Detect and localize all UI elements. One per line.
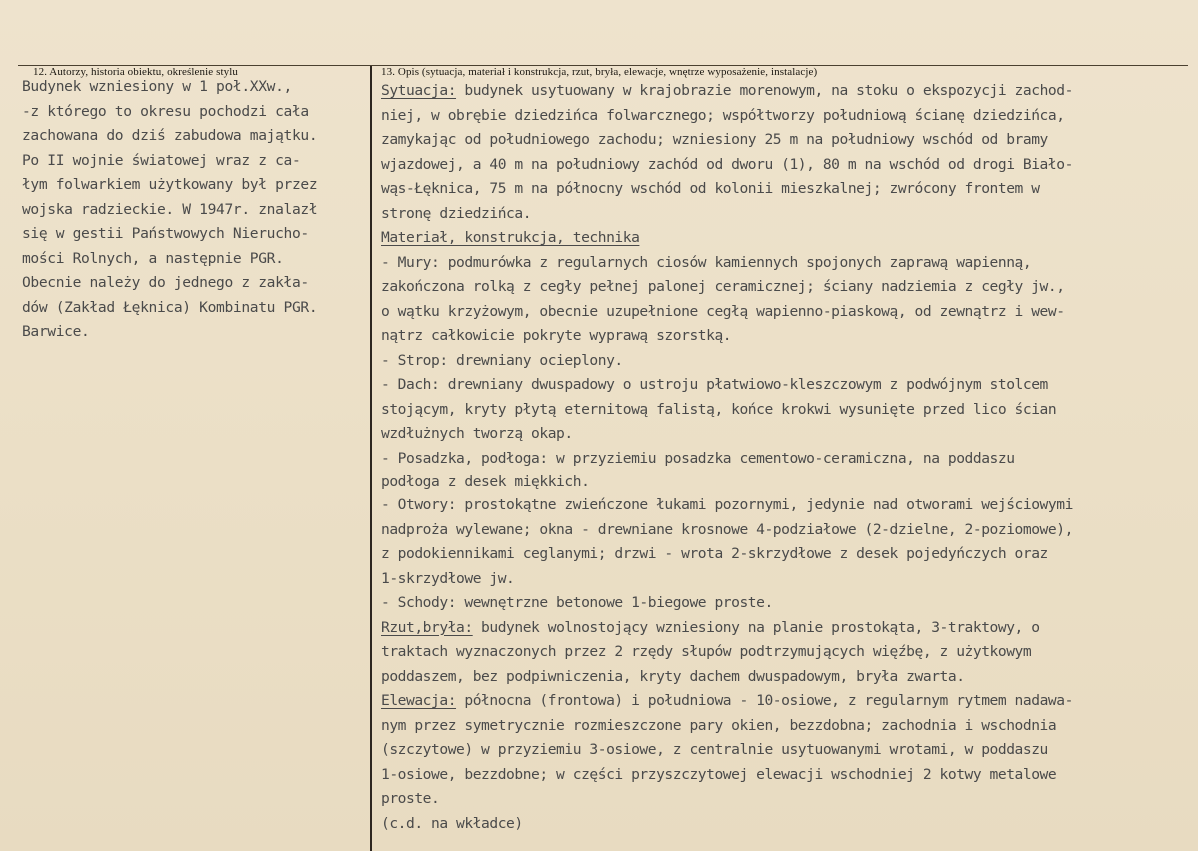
description-text: stronę dziedzińca. — [381, 204, 532, 222]
description-line — [381, 640, 1073, 665]
description-line — [381, 373, 1073, 398]
description-text: - Otwory: prostokątne zwieńczone łukami pozornymi, jedynie nad otworami wejściowymi — [381, 496, 1073, 513]
description-text: - Schody: wewnętrzne betonowe 1-biegowe proste. — [381, 594, 773, 611]
history-line: mości Rolnych, a następnie PGR. — [22, 249, 284, 267]
description-text: (szczytowe) w przyziemiu 3-osiowe, z centralnie usytuowanymi wrotami, w poddaszu — [381, 741, 1048, 758]
history-line: dów (Zakład Łęknica) Kombinatu PGR. — [22, 298, 318, 316]
description-line — [381, 738, 1073, 763]
description-line — [381, 616, 1073, 641]
description-text: północna (frontowa) i południowa - 10-osiowe, z regularnym rytmem nadawa- — [456, 692, 1073, 709]
description-text: 1-osiowe, bezzdobne; w części przyszczytowej elewacji wschodniej 2 kotwy metalowe — [381, 765, 1057, 783]
description-text: wzdłużnych tworzą okap. — [381, 425, 573, 442]
description-text: traktach wyznaczonych przez 2 rzędy słupów podtrzymujących więźbę, z użytkowym — [381, 643, 1032, 660]
description-line — [381, 324, 1073, 349]
description-line — [381, 787, 1073, 812]
description-line — [381, 349, 1073, 374]
description-text: o wątku krzyżowym, obecnie uzupełnione cegłą wapienno-piaskową, od zewnątrz i wew- — [381, 302, 1065, 320]
description-text: podłoga z desek miękkich. — [381, 473, 590, 490]
description-line — [381, 518, 1073, 543]
history-line: -z którego to okresu pochodzi cała — [22, 102, 309, 120]
description-line — [381, 128, 1073, 153]
description-text: zakończona rolką z cegły pełnej palonej ceramicznej; ściany nadziemia z cegły jw., — [381, 278, 1065, 295]
description-text: - Strop: drewniany ocieplony. — [381, 351, 623, 369]
description-text: zamykając od południowego zachodu; wzniesiony 25 m na południowy wschód od bramy — [381, 131, 1048, 148]
subsection-heading: Materiał, konstrukcja, technika — [381, 229, 640, 246]
description-line — [381, 226, 1073, 251]
section-13-body — [381, 79, 1073, 836]
description-text: niej, w obrębie dziedzińca folwarcznego; współtworzy południową ścianę dziedzińca, — [381, 106, 1065, 124]
description-text: - Dach: drewniany dwuspadowy o ustroju płatwiowo-kleszczowym z podwójnym stolcem — [381, 376, 1048, 393]
column-divider — [370, 66, 372, 851]
section-12-body — [22, 75, 317, 345]
subsection-heading: Elewacja: — [381, 692, 457, 709]
description-text: nadproża wylewane; okna - drewniane krosnowe 4-podziałowe (2-dzielne, 2-poziomowe), — [381, 520, 1073, 538]
description-line — [381, 177, 1073, 202]
history-line: łym folwarkiem użytkowany był przez — [22, 176, 318, 193]
description-text: stojącym, kryty płytą eternitową falistą, końce krokwi wysunięte przed lico ścian — [381, 400, 1057, 418]
description-line — [381, 300, 1073, 325]
description-text: poddaszem, bez podpiwniczenia, kryty dachem dwuspadowym, bryła zwarta. — [381, 667, 965, 685]
description-text: nątrz całkowicie pokryte wyprawą szorstką. — [381, 327, 732, 344]
description-text: 1-skrzydłowe jw. — [381, 569, 515, 587]
description-line — [381, 447, 1073, 472]
description-line — [381, 422, 1073, 447]
history-line: się w gestii Państwowych Nierucho- — [22, 225, 309, 242]
description-line — [381, 104, 1073, 129]
history-line: Barwice. — [22, 323, 90, 340]
description-line — [381, 398, 1073, 423]
subsection-heading: Sytuacja: — [381, 82, 457, 99]
history-line: wojska radzieckie. W 1947r. znalazł — [22, 200, 318, 218]
description-line — [381, 275, 1073, 300]
description-text: - Posadzka, podłoga: w przyziemiu posadzka cementowo-ceramiczna, na poddaszu — [381, 449, 1015, 467]
description-text: budynek usytuowany w krajobrazie morenowym, na stoku o ekspozycji zachod- — [456, 82, 1073, 99]
description-line — [381, 567, 1073, 592]
history-line: Obecnie należy do jednego z zakła- — [22, 274, 309, 291]
description-text: - Mury: podmurówka z regularnych ciosów kamiennych spojonych zaprawą wapienną, — [381, 253, 1032, 271]
description-line — [381, 665, 1073, 690]
description-line — [381, 689, 1073, 714]
section-13-header: 13. Opis (sytuacja, materiał i konstrukcja, rzut, bryła, elewacje, wnętrze wyposażenie, instalacje) — [381, 66, 818, 78]
description-line — [381, 493, 1073, 518]
description-text: (c.d. na wkładce) — [381, 814, 523, 832]
description-text: nym przez symetrycznie rozmieszczone pary okien, bezzdobna; zachodnia i wschodnia — [381, 716, 1057, 734]
description-text: wjazdowej, a 40 m na południowy zachód od dworu (1), 80 m na wschód od drogi Biało- — [381, 155, 1073, 173]
history-line: zachowana do dziś zabudowa majątku. — [22, 127, 318, 144]
history-line: Po II wojnie światowej wraz z ca- — [22, 151, 301, 169]
description-line — [381, 79, 1073, 104]
description-line — [381, 251, 1073, 276]
description-line — [381, 763, 1073, 788]
description-line — [381, 471, 1073, 493]
subsection-heading: Rzut,bryła: — [381, 618, 473, 636]
section-12-header: 12. Autorzy, historia obiektu, określenie stylu — [33, 66, 239, 78]
description-line — [381, 591, 1073, 616]
description-line — [381, 714, 1073, 739]
description-line — [381, 153, 1073, 178]
description-text: budynek wolnostojący wzniesiony na planie prostokąta, 3-traktowy, o — [472, 618, 1040, 636]
description-line — [381, 542, 1073, 567]
history-line: Budynek wzniesiony w 1 poł.XXw., — [22, 78, 292, 95]
description-text: z podokiennikami ceglanymi; drzwi - wrota 2-skrzydłowe z desek pojedyńczych oraz — [381, 545, 1048, 562]
description-line — [381, 812, 1073, 837]
description-text: proste. — [381, 790, 440, 807]
description-line — [381, 202, 1073, 227]
description-text: wąs-Łęknica, 75 m na północny wschód od kolonii mieszkalnej; zwrócony frontem w — [381, 180, 1040, 197]
